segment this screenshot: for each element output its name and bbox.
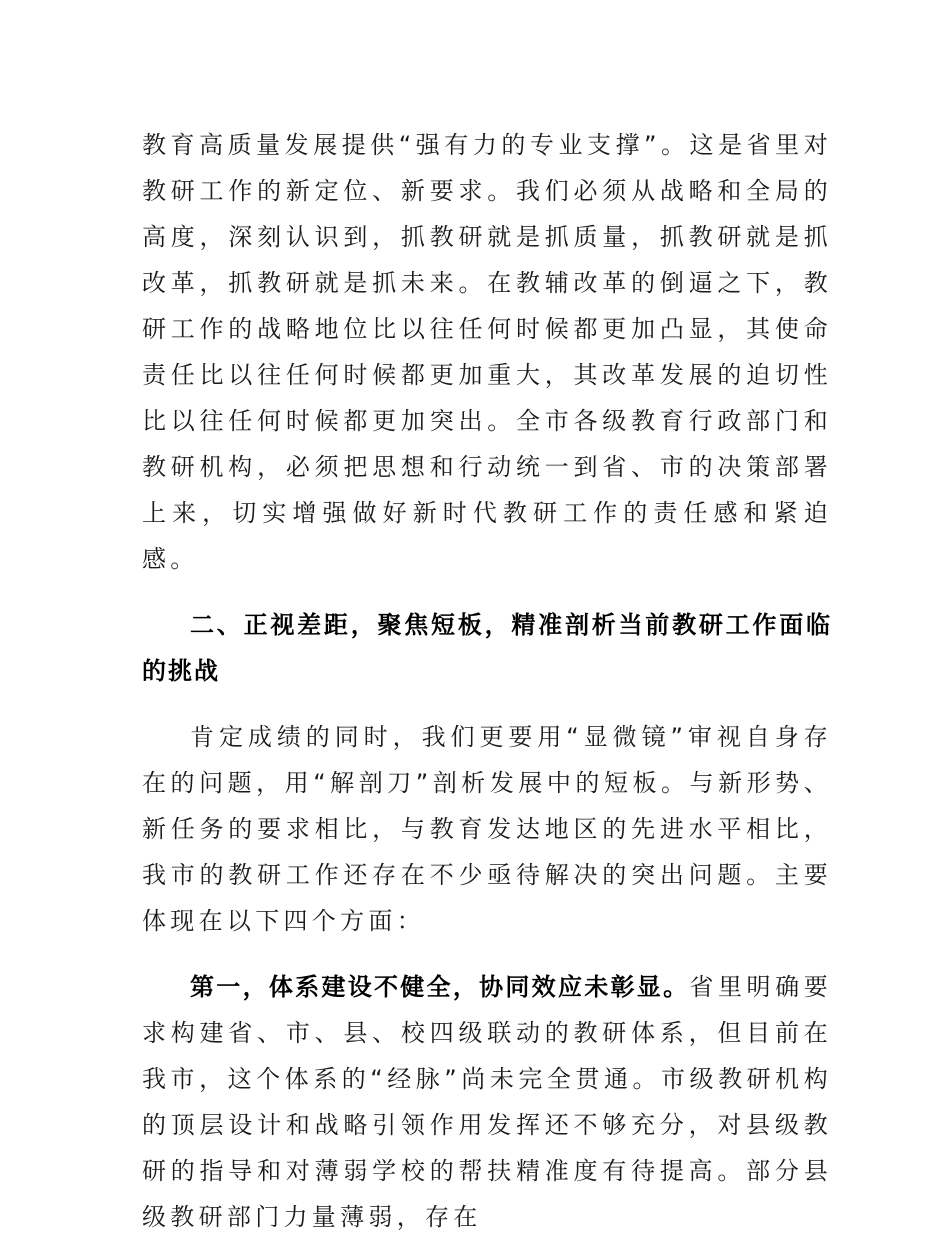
body-paragraph-3	[142, 964, 832, 1240]
body-paragraph-2: 肯定成绩的同时，我们更要用“显微镜”审视自身存在的问题，用“解剖刀”剖析发展中的短板。与新形势、新任务的要求相比，与教育发达地区的先进水平相比，我市的教研工作还存在不少亟待解决的突出问题。主要体现在以下四个方面：	[142, 723, 832, 935]
paragraph-body-text: 省里明确要求构建省、市、县、校四级联动的教研体系，但目前在我市，这个体系的“经脉”尚未完全贯通。市级教研机构的顶层设计和战略引领作用发挥还不够充分，对县级教研的指导和对薄弱学校的帮扶精准度有待提高。部分县级教研部门力量薄弱，存在	[142, 973, 833, 1231]
section-heading-2: 二、正视差距，聚焦短板，精准剖析当前教研工作面临的挑战	[142, 611, 832, 685]
body-paragraph-1: 教育高质量发展提供“强有力的专业支撑”。这是省里对教研工作的新定位、新要求。我们必须从战略和全局的高度，深刻认识到，抓教研就是抓质量，抓教研就是抓改革，抓教研就是抓未来。在教辅改革的倒逼之下，教研工作的战略地位比以往任何时候都更加凸显，其使命责任比以往任何时候都更加重大，其改革发展的迫切性比以往任何时候都更加突出。全市各级教育行政部门和教研机构，必须把思想和行动统一到省、市的决策部署上来，切实增强做好新时代教研工作的责任感和紧迫感。	[142, 131, 832, 573]
document-page	[142, 122, 832, 1240]
paragraph-lead-sentence: 第一，体系建设不健全，协同效应未彰显。	[190, 973, 690, 1001]
